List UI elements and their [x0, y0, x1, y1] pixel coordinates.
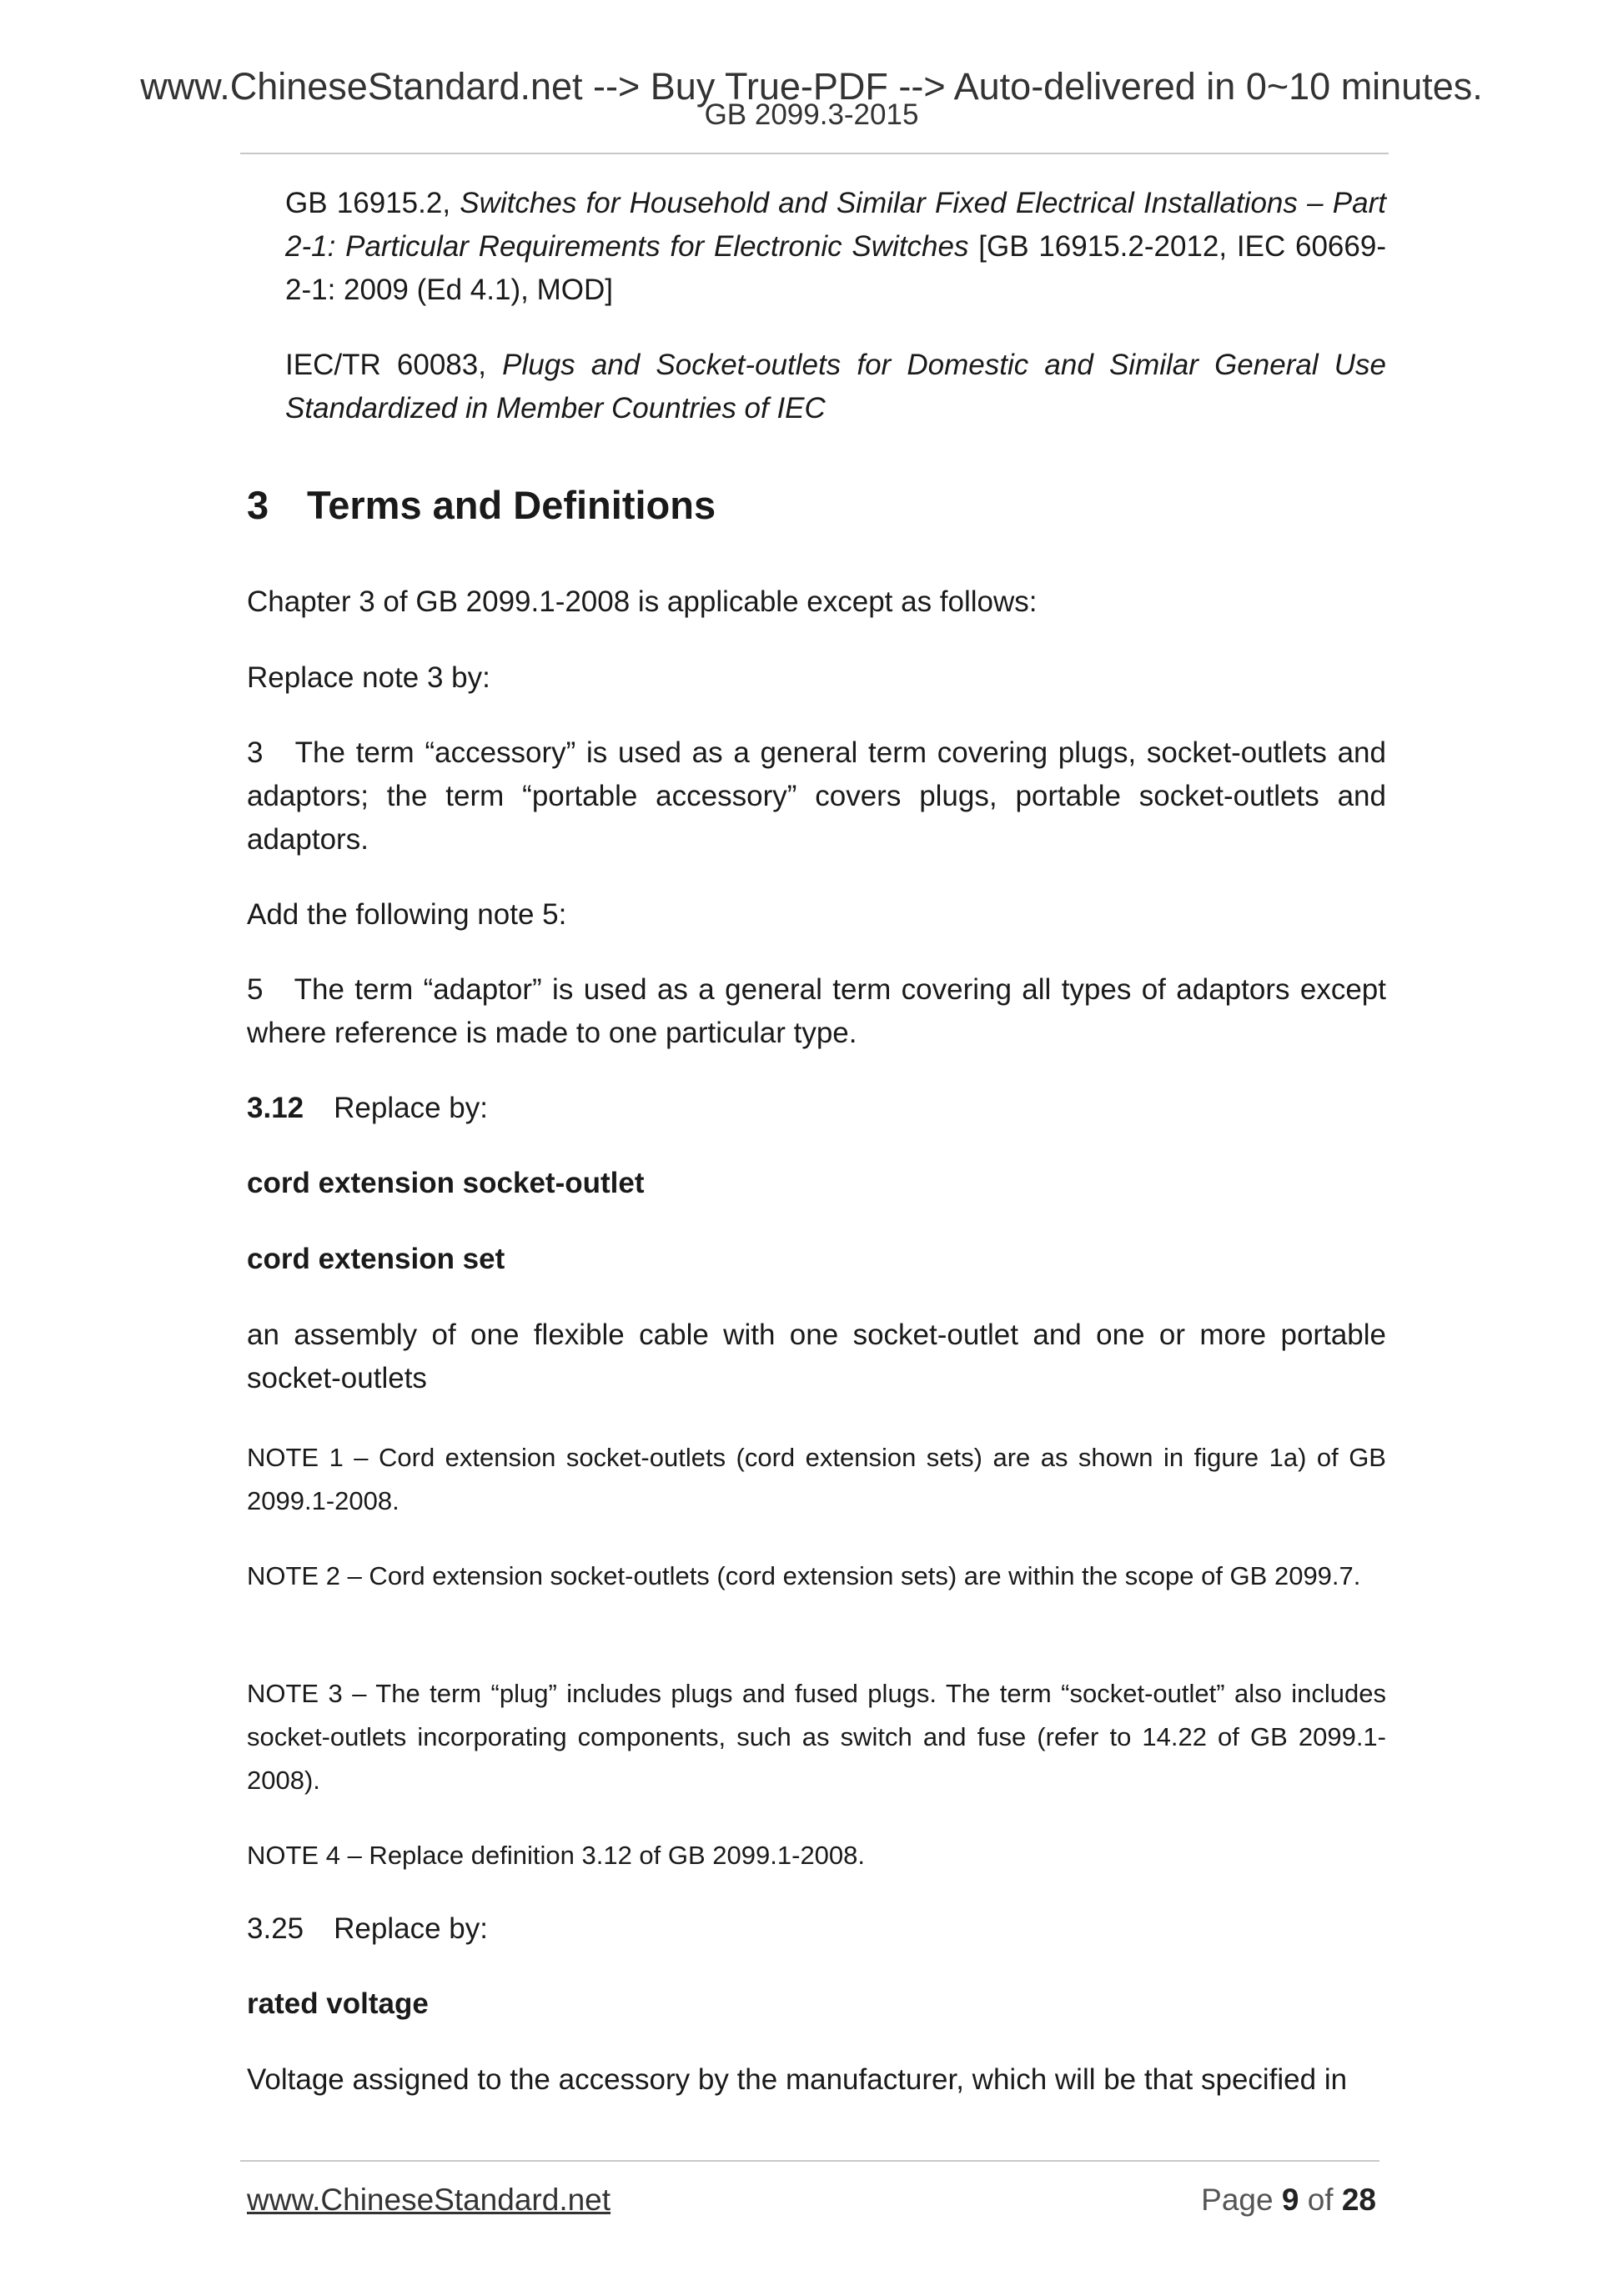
note-4: NOTE 4 – Replace definition 3.12 of GB 2099.1-2008.	[247, 1841, 866, 1870]
footer-website-link[interactable]: www.ChineseStandard.net	[247, 2183, 611, 2217]
reference-code: GB 16915.2,	[285, 187, 451, 219]
section-intro: Chapter 3 of GB 2099.1-2008 is applicable except as follows:	[247, 585, 1038, 618]
clause-label: Replace by:	[334, 1092, 488, 1124]
clause-3-25	[247, 1907, 1386, 1951]
note3-paragraph	[247, 731, 1386, 862]
clause-number: 3.12	[247, 1092, 304, 1124]
section-heading	[247, 480, 716, 530]
reference-iec60083	[285, 344, 1386, 430]
reference-title: Switches for Household and Similar Fixed Electrical Installations – Part 2-1: Particular Requirements for Electronic Switches	[285, 187, 1386, 263]
top-banner: www.ChineseStandard.net --> Buy True-PDF --> Auto-delivered in 0~10 minutes.	[140, 65, 1483, 108]
note-text: The term “accessory” is used as a general term covering plugs, socket-outlets and adaptors; the term “portable accessory” covers plugs, portable socket-outlets and adaptors.	[247, 736, 1386, 856]
note-text: The term “adaptor” is used as a general term covering all types of adaptors except where reference is made to one particular type.	[247, 973, 1386, 1049]
page-number: 9	[1281, 2183, 1299, 2217]
page-total: 28	[1341, 2183, 1376, 2217]
section-title: Terms and Definitions	[307, 483, 716, 527]
term-rated-voltage: rated voltage	[247, 1987, 429, 2020]
reference-title: Plugs and Socket-outlets for Domestic and Similar General Use Standardized in Member Countries of IEC	[285, 349, 1386, 425]
section-number: 3	[247, 483, 269, 527]
note-number: 5	[247, 973, 264, 1006]
header-divider	[240, 153, 1389, 154]
page-indicator	[1201, 2182, 1376, 2218]
reference-gb16915	[285, 182, 1386, 312]
note-1: NOTE 1 – Cord extension socket-outlets (cord extension sets) are as shown in figure 1a) of GB 2099.1-2008.	[247, 1443, 1386, 1515]
clause-number: 3.25	[247, 1912, 304, 1945]
note-2: NOTE 2 – Cord extension socket-outlets (cord extension sets) are within the scope of GB 2099.7.	[247, 1561, 1361, 1590]
note-3: NOTE 3 – The term “plug” includes plugs and fused plugs. The term “socket-outlet” also includes socket-outlets incorporating components, such as switch and fuse (refer to 14.22 of GB 2099.1-2008).	[247, 1679, 1386, 1795]
term-cord-extension-socket-outlet: cord extension socket-outlet	[247, 1167, 645, 1199]
clause-3-12	[247, 1087, 1386, 1130]
page-prefix: Page	[1201, 2183, 1274, 2217]
document-id: GB 2099.3-2015	[704, 98, 919, 131]
rated-voltage-definition: Voltage assigned to the accessory by the manufacturer, which will be that specified in	[247, 2063, 1348, 2096]
term-cord-extension-set: cord extension set	[247, 1243, 505, 1275]
clause-label: Replace by:	[334, 1912, 488, 1945]
reference-suffix: [GB 16915.2-2012, IEC 60669-2-1: 2009 (Ed 4.1), MOD]	[285, 230, 1386, 306]
footer-divider	[240, 2160, 1379, 2162]
page-of: of	[1307, 2183, 1334, 2217]
note-number: 3	[247, 736, 264, 769]
add-note5-label: Add the following note 5:	[247, 898, 567, 931]
term-definition: an assembly of one flexible cable with one socket-outlet and one or more portable socket-outlets	[247, 1319, 1386, 1394]
replace-note3-label: Replace note 3 by:	[247, 661, 490, 694]
reference-code: IEC/TR 60083,	[285, 349, 486, 381]
note5-paragraph	[247, 968, 1386, 1055]
